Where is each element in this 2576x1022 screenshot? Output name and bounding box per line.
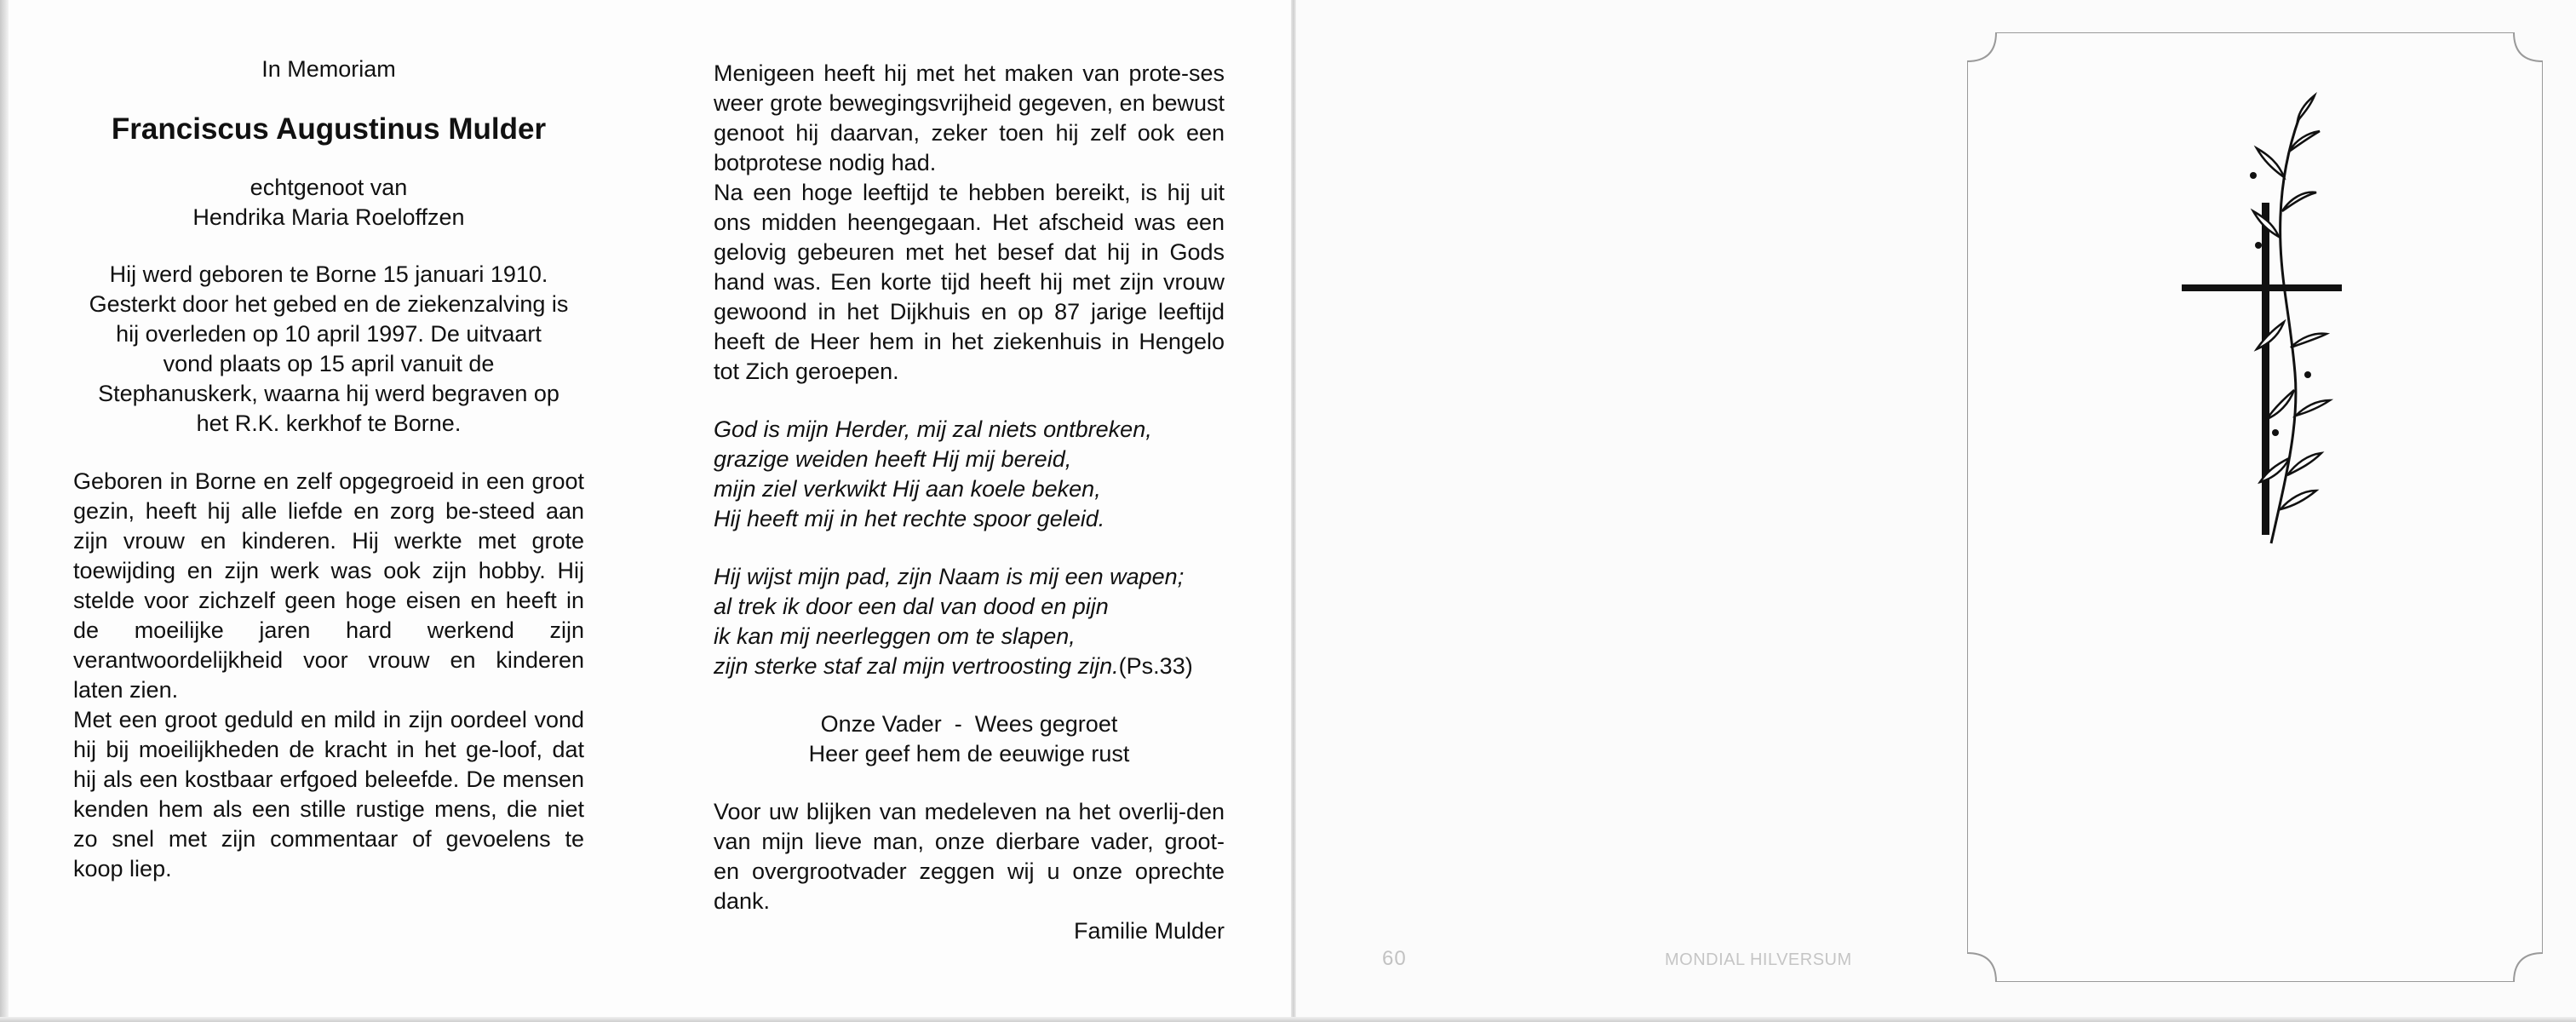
psalm-line: Hij wijst mijn pad, zijn Naam is mij een wapen; [714, 564, 1185, 589]
cover-panel [1967, 32, 2543, 982]
family-signature: Familie Mulder [1073, 918, 1225, 944]
birth-death-line: Stephanuskerk, waarna hij werd begraven op [98, 381, 559, 406]
psalm-line-last [714, 652, 1225, 681]
biography-paragraph: Na een hoge leeftijd te hebben bereikt, is hij uit ons midden heengegaan. Het afscheid was een gelovig gebeuren met het besef dat hij in Gods hand was. Een korte tijd heeft hij met zijn vrouw gewoond in het Dijkhuis en op 87 jarige leeftijd heeft de Heer hem in het ziekenhuis in Hengelo tot Zich geroepen. [714, 180, 1225, 384]
biography-paragraph: Met een groot geduld en mild in zijn oordeel vond hij bij moeilijkheden de kracht in het ge-loof, dat hij als een kostbaar erfgoed beleefde. De mensen kenden hem als een stille rustige mens, die niet zo snel met zijn commentaar of gevoelens te koop liep. [73, 707, 584, 881]
birth-death-line: vond plaats op 15 april vanuit de [163, 351, 495, 376]
card-number: 60 [1382, 947, 1407, 970]
birth-death-line: hij overleden op 10 april 1997. De uitvaart [116, 321, 542, 347]
psalm-line: ik kan mij neerleggen om te slapen, [714, 623, 1076, 649]
prayers-block [714, 709, 1225, 769]
psalm-stanza [714, 415, 1225, 534]
psalm-line: Hij heeft mij in het rechte spoor geleid. [714, 506, 1105, 531]
birth-death-block [73, 260, 584, 439]
psalm-line: God is mijn Herder, mij zal niets ontbreken, [714, 416, 1152, 442]
in-memoriam-heading: In Memoriam [261, 56, 396, 82]
memorial-column-1 [73, 55, 584, 884]
psalm-line: grazige weiden heeft Hij mij bereid, [714, 446, 1072, 472]
card-edge-shadow [0, 0, 9, 1022]
psalm-stanza [714, 562, 1225, 681]
memorial-column-2 [714, 59, 1225, 946]
prayers-line: Heer geef hem de eeuwige rust [808, 741, 1130, 766]
cross-with-olive-branch-icon [1967, 32, 2543, 982]
printer-imprint: MONDIAL HILVERSUM [1665, 950, 1852, 969]
prayers-line: Onze Vader - Wees gegroet [820, 711, 1118, 737]
spouse-name: Hendrika Maria Roeloffzen [192, 204, 465, 230]
psalm-line: mijn ziel verkwikt Hij aan koele beken, [714, 476, 1101, 502]
spouse-block [73, 173, 584, 233]
psalm-reference: (Ps.33) [1118, 653, 1193, 679]
spouse-label: echtgenoot van [250, 175, 408, 200]
thanks-paragraph: Voor uw blijken van medeleven na het overlij-den van mijn lieve man, onze dierbare vader, groot- en overgrootvader zeggen wij u onze oprechte dank. [714, 799, 1225, 914]
birth-death-line: het R.K. kerkhof te Borne. [196, 411, 462, 436]
birth-death-line: Hij werd geboren te Borne 15 januari 1910. [109, 261, 548, 287]
deceased-name: Franciscus Augustinus Mulder [111, 112, 547, 146]
psalm-line-text: zijn sterke staf zal mijn vertroosting zijn. [714, 653, 1119, 679]
psalm-line: al trek ik door een dal van dood en pijn [714, 594, 1109, 619]
biography-paragraph: Menigeen heeft hij met het maken van prote-ses weer grote bewegingsvrijheid gegeven, en bewust genoot hij daarvan, zeker toen hij zelf ook een botprotese nodig had. [714, 60, 1225, 175]
card-fold [1291, 0, 1296, 1022]
biography-paragraph: Geboren in Borne en zelf opgegroeid in een groot gezin, heeft hij alle liefde en zorg be-steed aan zijn vrouw en kinderen. Hij werkte met grote toewijding en zijn werk was ook zijn hobby. Hij stelde voor zichzelf geen hoge eisen en heeft in de moeilijke jaren hard werkend zijn verantwoordelijkheid voor vrouw en kinderen laten zien. [73, 468, 584, 703]
card-bottom-edge [0, 1017, 2576, 1022]
birth-death-line: Gesterkt door het gebed en de ziekenzalving is [89, 291, 569, 317]
